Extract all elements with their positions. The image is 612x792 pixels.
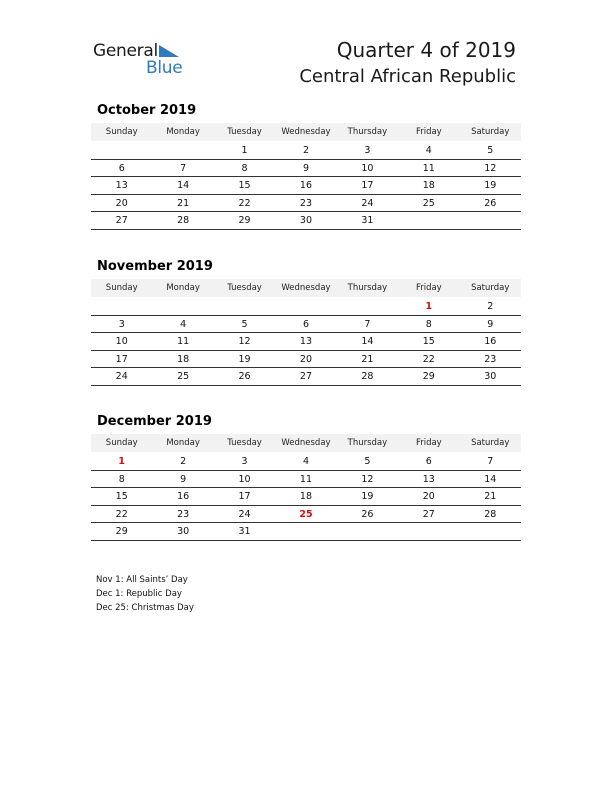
weekday-label: Tuesday: [227, 127, 262, 137]
day-cell: 14: [177, 180, 190, 192]
day-cell: 9: [487, 318, 494, 330]
holiday-note: Dec 25: Christmas Day: [96, 603, 194, 613]
day-cell: 4: [302, 456, 309, 467]
day-cell: 27: [115, 215, 128, 227]
weekday-label: Thursday: [347, 127, 388, 137]
weekday-label: Tuesday: [227, 283, 262, 293]
day-cell: 27: [299, 371, 313, 383]
day-cell: 4: [180, 318, 187, 330]
day-cell: 23: [177, 508, 190, 520]
day-cell: 8: [118, 473, 125, 485]
weekday-label: Sunday: [105, 283, 138, 293]
day-cell: 3: [241, 456, 248, 467]
weekday-label: Wednesday: [281, 438, 331, 448]
day-cell: 8: [425, 318, 432, 330]
weekday-label: Sunday: [105, 127, 138, 137]
day-cell: 10: [238, 473, 251, 485]
weekday-label: Saturday: [471, 438, 510, 448]
weekday-label: Thursday: [347, 283, 388, 293]
day-cell: 31: [238, 526, 251, 538]
week-row: [91, 351, 521, 369]
weekday-label: Monday: [166, 438, 200, 448]
day-cell: 1: [118, 456, 126, 467]
holiday-note: Nov 1: All Saints’ Day: [96, 575, 188, 585]
day-cell: [214, 298, 275, 315]
day-cell: 28: [361, 371, 374, 383]
day-cell: 1: [425, 301, 433, 312]
month-title: October 2019: [97, 103, 197, 118]
day-cell: 14: [484, 473, 497, 485]
weekday-label: Saturday: [471, 283, 510, 293]
day-cell: 24: [361, 197, 374, 209]
week-row: [91, 506, 521, 524]
day-cell: 29: [422, 371, 435, 383]
month-title: December 2019: [97, 414, 212, 429]
logo-flag-icon: [159, 45, 179, 59]
day-cell: 11: [177, 336, 190, 348]
day-cell: 23: [484, 353, 497, 365]
day-cell: 16: [177, 491, 190, 503]
day-cell: 18: [177, 353, 190, 365]
holiday-notes: [96, 573, 194, 615]
week-row: [91, 316, 521, 334]
day-cell: 22: [422, 353, 435, 365]
day-cell: 11: [422, 162, 435, 174]
page-title: Quarter 4 of 2019: [336, 38, 516, 62]
day-cell: 30: [484, 371, 497, 383]
weekday-label: Friday: [415, 127, 442, 137]
day-cell: 18: [422, 180, 435, 192]
week-row: [91, 471, 521, 489]
week-row: [91, 488, 521, 506]
day-cell: 26: [238, 371, 251, 383]
day-cell: [337, 523, 398, 540]
day-cell: 20: [299, 353, 313, 365]
day-cell: 21: [484, 491, 497, 503]
day-cell: 29: [115, 526, 128, 538]
day-cell: 20: [422, 491, 435, 503]
day-cell: 21: [361, 353, 374, 365]
weekday-label: Wednesday: [281, 127, 331, 137]
day-cell: 10: [361, 162, 374, 174]
day-cell: 12: [361, 473, 374, 485]
day-cell: 15: [238, 180, 251, 192]
day-cell: 24: [115, 371, 128, 383]
day-cell: 25: [422, 197, 435, 209]
week-row: [91, 453, 521, 471]
day-cell: [460, 212, 521, 229]
logo: [93, 41, 193, 77]
day-cell: 28: [177, 215, 190, 227]
logo-word-blue: Blue: [146, 58, 183, 78]
day-cell: [152, 142, 213, 159]
day-cell: 23: [299, 197, 313, 209]
weeks: [91, 453, 521, 541]
weekday-label: Saturday: [471, 127, 510, 137]
week-row: [91, 195, 521, 213]
day-cell: 10: [115, 336, 128, 348]
holiday-note: Dec 1: Republic Day: [96, 589, 182, 599]
day-cell: 19: [238, 353, 251, 365]
day-cell: 2: [302, 145, 309, 156]
day-cell: 21: [177, 197, 190, 209]
day-cell: 13: [299, 336, 313, 348]
week-row: [91, 160, 521, 178]
weekday-label: Tuesday: [227, 438, 262, 448]
day-cell: 8: [241, 162, 248, 174]
country-name: Central African Republic: [299, 66, 516, 87]
day-cell: 17: [361, 180, 374, 192]
day-cell: 25: [299, 508, 313, 520]
week-row: [91, 142, 521, 160]
day-cell: 3: [118, 318, 125, 330]
day-cell: [91, 142, 152, 159]
day-cell: 19: [484, 180, 497, 192]
day-cell: 22: [238, 197, 251, 209]
day-cell: 16: [484, 336, 497, 348]
day-cell: [275, 523, 336, 540]
day-cell: 2: [487, 301, 494, 312]
day-cell: 31: [361, 215, 374, 227]
day-cell: 7: [364, 318, 371, 330]
day-cell: 12: [238, 336, 251, 348]
weekday-header: [91, 123, 521, 141]
day-cell: 6: [302, 318, 309, 330]
day-cell: 4: [425, 145, 432, 156]
day-cell: 22: [115, 508, 128, 520]
weekday-label: Monday: [166, 283, 200, 293]
day-cell: 28: [484, 508, 497, 520]
weekday-header: [91, 434, 521, 452]
day-cell: 13: [115, 180, 128, 192]
day-cell: 19: [361, 491, 374, 503]
weeks: [91, 142, 521, 230]
day-cell: [152, 298, 213, 315]
day-cell: 12: [484, 162, 497, 174]
day-cell: 13: [422, 473, 435, 485]
day-cell: 5: [241, 318, 248, 330]
day-cell: 15: [422, 336, 435, 348]
day-cell: 24: [238, 508, 251, 520]
week-row: [91, 368, 521, 386]
day-cell: 18: [299, 491, 313, 503]
week-row: [91, 298, 521, 316]
week-row: [91, 523, 521, 541]
week-row: [91, 333, 521, 351]
weekday-label: Thursday: [347, 438, 388, 448]
day-cell: 7: [180, 162, 187, 174]
weekday-label: Wednesday: [281, 283, 331, 293]
day-cell: 15: [115, 491, 128, 503]
day-cell: 6: [118, 162, 125, 174]
day-cell: 7: [487, 456, 494, 467]
weekday-header: [91, 279, 521, 297]
day-cell: 2: [180, 456, 187, 467]
day-cell: 17: [115, 353, 128, 365]
day-cell: 20: [115, 197, 128, 209]
day-cell: 26: [361, 508, 374, 520]
day-cell: 16: [299, 180, 313, 192]
day-cell: 3: [364, 145, 371, 156]
day-cell: 9: [180, 473, 187, 485]
weekday-label: Monday: [166, 127, 200, 137]
day-cell: [460, 523, 521, 540]
day-cell: 14: [361, 336, 374, 348]
day-cell: 6: [425, 456, 432, 467]
day-cell: [337, 298, 398, 315]
day-cell: 27: [422, 508, 435, 520]
day-cell: 17: [238, 491, 251, 503]
weeks: [91, 298, 521, 386]
day-cell: 30: [299, 215, 313, 227]
day-cell: 25: [177, 371, 190, 383]
week-row: [91, 212, 521, 230]
day-cell: 26: [484, 197, 497, 209]
day-cell: 5: [487, 145, 494, 156]
day-cell: [91, 298, 152, 315]
month-title: November 2019: [97, 259, 213, 274]
logo-word-general: General: [93, 41, 158, 61]
day-cell: 11: [299, 473, 313, 485]
day-cell: [398, 212, 459, 229]
day-cell: 9: [302, 162, 309, 174]
day-cell: [275, 298, 336, 315]
weekday-label: Friday: [415, 283, 442, 293]
week-row: [91, 177, 521, 195]
day-cell: 30: [177, 526, 190, 538]
day-cell: 29: [238, 215, 251, 227]
day-cell: 5: [364, 456, 371, 467]
weekday-label: Sunday: [105, 438, 138, 448]
day-cell: 1: [241, 145, 248, 156]
day-cell: [398, 523, 459, 540]
weekday-label: Friday: [415, 438, 442, 448]
